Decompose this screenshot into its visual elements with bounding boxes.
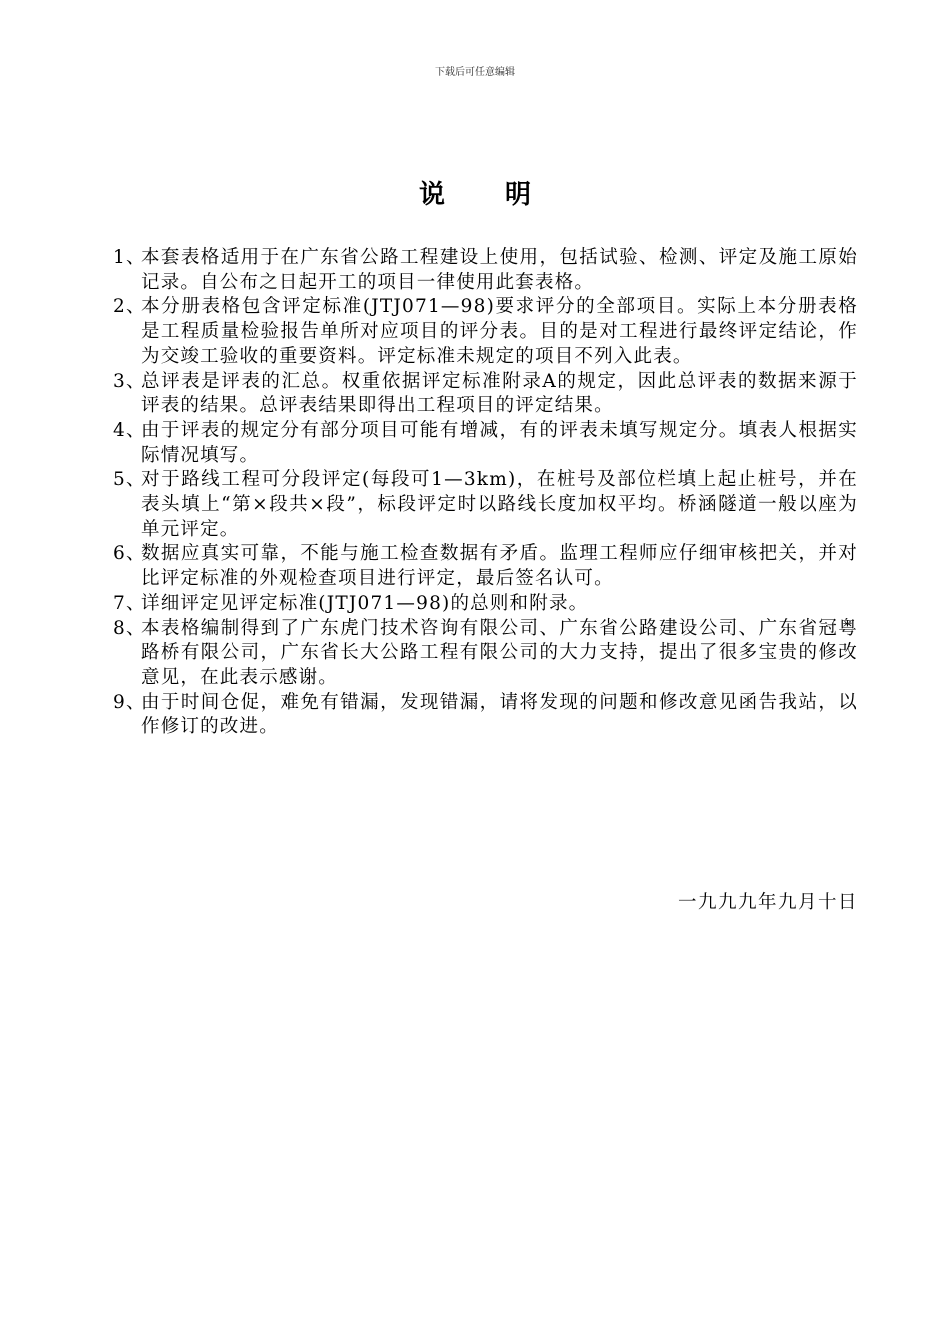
note-number: 4、 (113, 419, 146, 441)
note-item (113, 617, 858, 691)
note-text: 本表格编制得到了广东虎门技术咨询有限公司、广东省公路建设公司、广东省冠粤路桥有限公司，广东省长大公路工程有限公司的大力支持，提出了很多宝贵的修改意见，在此表示感谢。 (141, 617, 858, 688)
note-number: 5、 (113, 469, 146, 491)
note-text: 本分册表格包含评定标准(JTJ071—98)要求评分的全部项目。实际上本分册表格是工程质量检验报告单所对应项目的评分表。目的是对工程进行最终评定结论，作为交竣工验收的重要资料。评定标准未规定的项目不列入此表。 (141, 296, 858, 367)
notes-list (113, 246, 858, 740)
note-item (113, 468, 858, 542)
page-title: 说明 (418, 180, 591, 210)
page-header-caption: 下载后可任意编辑 (435, 67, 515, 78)
note-text: 由于时间仓促，难免有错漏，发现错漏，请将发现的问题和修改意见函告我站，以作修订的改进。 (141, 691, 858, 738)
note-text: 总评表是评表的汇总。权重依据评定标准附录A的规定，因此总评表的数据来源于评表的结果。总评表结果即得出工程项目的评定结果。 (141, 370, 858, 417)
note-item (113, 592, 858, 617)
note-item (113, 691, 858, 740)
note-number: 7、 (113, 592, 146, 614)
note-text: 本套表格适用于在广东省公路工程建设上使用，包括试验、检测、评定及施工原始记录。自公布之日起开工的项目一律使用此套表格。 (141, 247, 858, 293)
note-number: 6、 (113, 543, 146, 565)
document-date: 一九九九年九月十日 (677, 892, 858, 913)
note-number: 8、 (113, 617, 146, 639)
note-item (113, 542, 858, 591)
note-item (113, 419, 858, 468)
note-number: 1、 (113, 247, 146, 268)
note-text: 由于评表的规定分有部分项目可能有增减，有的评表未填写规定分。填表人根据实际情况填写。 (141, 419, 858, 466)
note-item (113, 295, 858, 369)
note-item (113, 246, 858, 295)
note-number: 9、 (113, 691, 146, 713)
note-text: 对于路线工程可分段评定(每段可1—3km)，在桩号及部位栏填上起止桩号，并在表头填上“第×段共×段”，标段评定时以路线长度加权平均。桥涵隧道一般以座为单元评定。 (141, 469, 858, 540)
note-item (113, 370, 858, 419)
note-number: 2、 (113, 296, 146, 318)
note-number: 3、 (113, 370, 146, 392)
note-text: 详细评定见评定标准(JTJ071—98)的总则和附录。 (141, 592, 589, 614)
note-text: 数据应真实可靠，不能与施工检查数据有矛盾。监理工程师应仔细审核把关，并对比评定标准的外观检查项目进行评定，最后签名认可。 (141, 543, 858, 590)
